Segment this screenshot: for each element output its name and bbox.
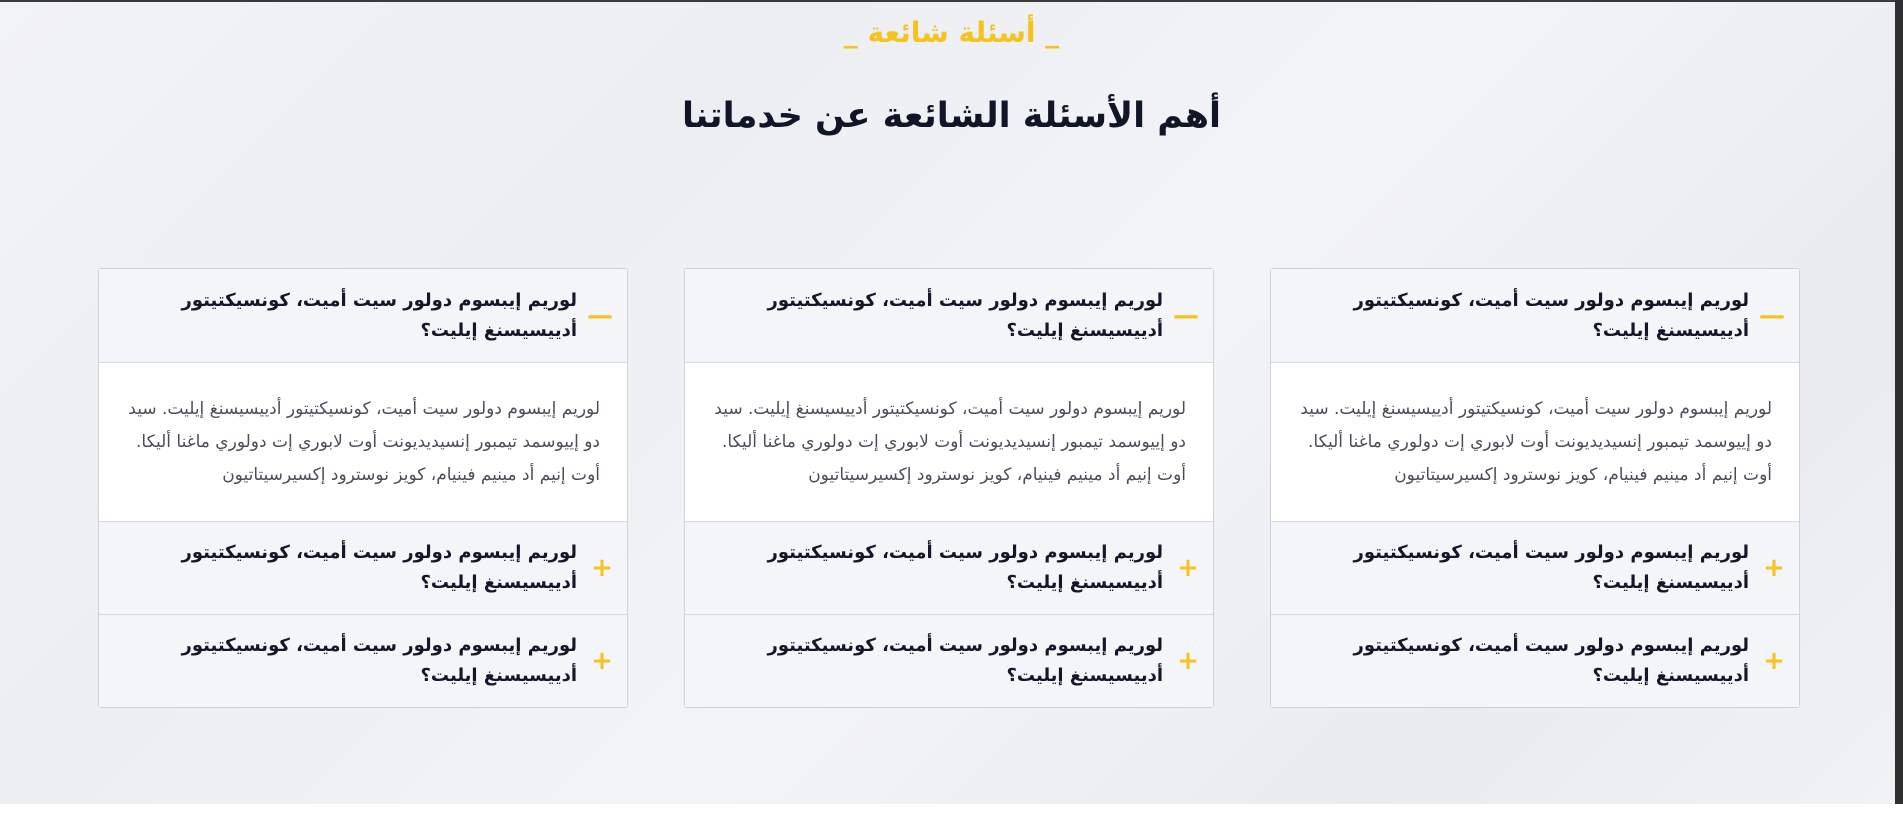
plus-icon[interactable]: + xyxy=(591,646,613,676)
faq-question-text: لوريم إيبسوم دولور سيت أميت، كونسيكتيتور أدييسيسنغ إيليت؟ xyxy=(181,289,577,341)
faq-answer-3-1: لوريم إيبسوم دولور سيت أميت، كونسيكتيتور أدييسيسنغ إيليت. سيد دو إييوسمد تيمبور إنسيديديونت أوت لابوري إت دولوري ماغنا أليكا. أوت إنيم أد مينيم فينيام، كويز نوسترود إكسيرسيتاتيون xyxy=(99,362,627,521)
faq-question-1-2[interactable] xyxy=(1271,521,1799,614)
faq-accordion-3 xyxy=(98,268,628,708)
plus-icon[interactable]: + xyxy=(1177,646,1199,676)
faq-question-text: لوريم إيبسوم دولور سيت أميت، كونسيكتيتور أدييسيسنغ إيليت؟ xyxy=(181,635,577,686)
faq-accordion-1 xyxy=(1270,268,1800,708)
faq-grid xyxy=(98,268,1800,708)
faq-question-text: لوريم إيبسوم دولور سيت أميت، كونسيكتيتور أدييسيسنغ إيليت؟ xyxy=(181,542,577,593)
plus-icon[interactable]: + xyxy=(1177,553,1199,583)
plus-icon[interactable]: + xyxy=(1763,646,1785,676)
faq-question-1-3[interactable] xyxy=(1271,614,1799,707)
faq-question-2-1[interactable] xyxy=(685,269,1213,362)
faq-answer-1-1: لوريم إيبسوم دولور سيت أميت، كونسيكتيتور أدييسيسنغ إيليت. سيد دو إييوسمد تيمبور إنسيديديونت أوت لابوري إت دولوري ماغنا أليكا. أوت إنيم أد مينيم فينيام، كويز نوسترود إكسيرسيتاتيون xyxy=(1271,362,1799,521)
faq-question-3-1[interactable] xyxy=(99,269,627,362)
minus-icon[interactable]: — xyxy=(587,300,613,331)
minus-icon[interactable]: — xyxy=(1759,300,1785,331)
page-title: أهم الأسئلة الشائعة عن خدماتنا xyxy=(682,96,1221,136)
minus-icon[interactable]: — xyxy=(1173,300,1199,331)
faq-question-text: لوريم إيبسوم دولور سيت أميت، كونسيكتيتور أدييسيسنغ إيليت؟ xyxy=(767,635,1163,686)
faq-answer-2-1: لوريم إيبسوم دولور سيت أميت، كونسيكتيتور أدييسيسنغ إيليت. سيد دو إييوسمد تيمبور إنسيديديونت أوت لابوري إت دولوري ماغنا أليكا. أوت إنيم أد مينيم فينيام، كويز نوسترود إكسيرسيتاتيون xyxy=(685,362,1213,521)
faq-eyebrow: _ أسئلة شائعة _ xyxy=(843,16,1060,49)
faq-question-text: لوريم إيبسوم دولور سيت أميت، كونسيكتيتور أدييسيسنغ إيليت؟ xyxy=(1353,542,1749,593)
faq-question-3-2[interactable] xyxy=(99,521,627,614)
faq-question-2-3[interactable] xyxy=(685,614,1213,707)
faq-question-2-2[interactable] xyxy=(685,521,1213,614)
faq-question-text: لوريم إيبسوم دولور سيت أميت، كونسيكتيتور أدييسيسنغ إيليت؟ xyxy=(1353,289,1749,341)
faq-question-1-1[interactable] xyxy=(1271,269,1799,362)
plus-icon[interactable]: + xyxy=(1763,553,1785,583)
faq-question-3-3[interactable] xyxy=(99,614,627,707)
faq-accordion-2 xyxy=(684,268,1214,708)
faq-question-text: لوريم إيبسوم دولور سيت أميت، كونسيكتيتور أدييسيسنغ إيليت؟ xyxy=(767,542,1163,593)
faq-question-text: لوريم إيبسوم دولور سيت أميت، كونسيكتيتور أدييسيسنغ إيليت؟ xyxy=(1353,635,1749,686)
plus-icon[interactable]: + xyxy=(591,553,613,583)
faq-question-text: لوريم إيبسوم دولور سيت أميت، كونسيكتيتور أدييسيسنغ إيليت؟ xyxy=(767,289,1163,341)
